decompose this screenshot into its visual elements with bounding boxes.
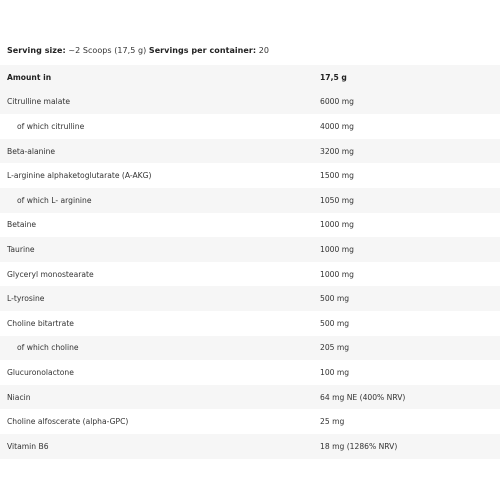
ingredient-amount: 500 mg: [320, 294, 350, 304]
ingredient-subname: of which citrulline: [17, 121, 85, 131]
ingredient-amount: 3200 mg: [320, 146, 354, 156]
ingredient-amount: 205 mg: [320, 343, 350, 353]
ingredient-amount: 25 mg: [320, 417, 345, 427]
table-row: [0, 188, 500, 213]
ingredient-name: L-arginine alphaketoglutarate (A-AKG): [7, 171, 152, 181]
ingredient-name: Glyceryl monostearate: [7, 269, 94, 279]
ingredient-amount: 4000 mg: [320, 121, 354, 131]
ingredient-amount: 500 mg: [320, 318, 350, 328]
table-row: [0, 385, 500, 410]
ingredient-amount: 1500 mg: [320, 171, 354, 181]
ingredient-name: Citrulline malate: [7, 97, 71, 107]
ingredient-name: Taurine: [7, 244, 35, 254]
table-row: [0, 213, 500, 238]
ingredient-name: Niacin: [7, 392, 31, 402]
servings-per-container-value: 20: [256, 46, 270, 55]
serving-info: [7, 46, 269, 55]
ingredient-name: Glucuronolactone: [7, 367, 74, 377]
ingredient-subname: of which choline: [17, 343, 79, 353]
table-row: [0, 237, 500, 262]
serving-size-label: Serving size:: [7, 46, 66, 55]
nutrition-rows: [0, 90, 500, 459]
nutrition-table: [0, 65, 500, 459]
ingredient-amount: 1050 mg: [320, 195, 354, 205]
ingredient-name: Betaine: [7, 220, 37, 230]
ingredient-amount: 6000 mg: [320, 97, 354, 107]
table-row: [0, 262, 500, 287]
ingredient-name: Vitamin B6: [7, 441, 49, 451]
ingredient-name: Beta-alanine: [7, 146, 56, 156]
servings-per-container-label: Servings per container:: [148, 46, 257, 55]
table-row: [0, 139, 500, 164]
ingredient-amount: 1000 mg: [320, 269, 354, 279]
table-row: [0, 286, 500, 311]
header-amount: 17,5 g: [320, 72, 347, 82]
table-row: [0, 434, 500, 459]
header-ingredient: Amount in: [7, 72, 52, 82]
table-row: [0, 90, 500, 115]
ingredient-amount: 1000 mg: [320, 244, 354, 254]
table-row: [0, 360, 500, 385]
ingredient-subname: of which L- arginine: [17, 195, 92, 205]
table-row: [0, 163, 500, 188]
ingredient-name: L-tyrosine: [7, 294, 45, 304]
table-row: [0, 409, 500, 434]
serving-size-value: ~2 Scoops (17,5 g): [65, 46, 149, 55]
table-row: [0, 336, 500, 361]
ingredient-amount: 1000 mg: [320, 220, 354, 230]
ingredient-amount: 64 mg NE (400% NRV): [320, 392, 406, 402]
ingredient-amount: 18 mg (1286% NRV): [320, 441, 398, 451]
table-row: [0, 114, 500, 139]
ingredient-amount: 100 mg: [320, 367, 350, 377]
table-row: [0, 311, 500, 336]
ingredient-name: Choline alfoscerate (alpha-GPC): [7, 417, 129, 427]
ingredient-name: Choline bitartrate: [7, 318, 74, 328]
table-header-row: [0, 65, 500, 90]
